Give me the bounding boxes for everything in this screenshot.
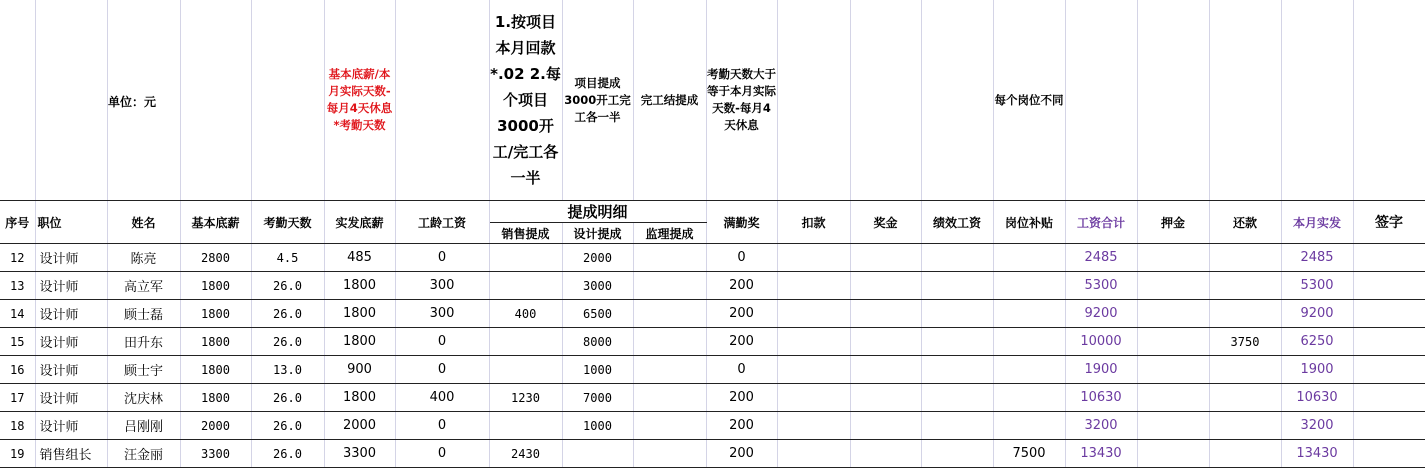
cell-total[interactable]: 3200 — [1065, 412, 1137, 440]
cell-bonus[interactable] — [850, 440, 921, 468]
cell-seniority[interactable]: 0 — [395, 440, 489, 468]
cell-deduction[interactable] — [777, 244, 850, 272]
cell-seniority[interactable]: 0 — [395, 328, 489, 356]
cell-performance[interactable] — [921, 244, 993, 272]
cell-design-commission[interactable]: 3000 — [562, 272, 633, 300]
cell-base[interactable]: 1800 — [180, 356, 251, 384]
cell-name[interactable]: 顾士宇 — [107, 356, 180, 384]
cell-total[interactable]: 2485 — [1065, 244, 1137, 272]
cell-deposit[interactable] — [1137, 272, 1209, 300]
cell-position[interactable]: 设计师 — [35, 384, 107, 412]
cell-total[interactable]: 9200 — [1065, 300, 1137, 328]
cell-seniority[interactable]: 0 — [395, 412, 489, 440]
header-seq: 序号 — [0, 201, 35, 244]
cell-net-pay[interactable]: 6250 — [1281, 328, 1353, 356]
cell-net-pay[interactable]: 5300 — [1281, 272, 1353, 300]
table-row — [0, 384, 1425, 412]
cell-repayment[interactable] — [1209, 272, 1281, 300]
notes-row — [0, 0, 1425, 201]
commission-note: 1.按项目本月回款*.02 2.每个项目3000开工/完工各一半 — [489, 0, 562, 201]
header-total: 工资合计 — [1065, 201, 1137, 244]
cell-sales-commission[interactable] — [489, 356, 562, 384]
header-days: 考勤天数 — [251, 201, 324, 244]
cell-bonus[interactable] — [850, 244, 921, 272]
cell-repayment[interactable] — [1209, 244, 1281, 272]
cell-full-attendance[interactable]: 0 — [706, 244, 777, 272]
cell-sales-commission[interactable]: 2430 — [489, 440, 562, 468]
cell-performance[interactable] — [921, 300, 993, 328]
cell-base[interactable]: 3300 — [180, 440, 251, 468]
cell-full-attendance[interactable]: 200 — [706, 300, 777, 328]
cell-post-allowance[interactable] — [993, 412, 1065, 440]
cell-supervise-commission[interactable] — [633, 300, 706, 328]
cell-supervise-commission[interactable] — [633, 440, 706, 468]
cell-supervise-commission[interactable] — [633, 272, 706, 300]
cell-design-commission[interactable]: 1000 — [562, 412, 633, 440]
cell-full-attendance[interactable]: 200 — [706, 384, 777, 412]
cell-post-allowance[interactable] — [993, 328, 1065, 356]
cell-deduction[interactable] — [777, 412, 850, 440]
table-row — [0, 356, 1425, 384]
cell-design-commission[interactable]: 7000 — [562, 384, 633, 412]
header-bonus: 奖金 — [850, 201, 921, 244]
cell-post-allowance[interactable] — [993, 384, 1065, 412]
cell-design-commission[interactable]: 2000 — [562, 244, 633, 272]
cell-actual-base[interactable]: 1800 — [324, 272, 395, 300]
cell-performance[interactable] — [921, 384, 993, 412]
cell-seq[interactable]: 16 — [0, 356, 35, 384]
cell-net-pay[interactable]: 2485 — [1281, 244, 1353, 272]
cell-name[interactable]: 陈亮 — [107, 244, 180, 272]
cell-design-commission[interactable] — [562, 440, 633, 468]
cell-signature[interactable] — [1353, 244, 1425, 272]
cell-seq[interactable]: 12 — [0, 244, 35, 272]
cell-days[interactable]: 4.5 — [251, 244, 324, 272]
cell-performance[interactable] — [921, 412, 993, 440]
cell-base[interactable]: 1800 — [180, 384, 251, 412]
cell-position[interactable]: 设计师 — [35, 412, 107, 440]
cell-supervise-commission[interactable] — [633, 412, 706, 440]
cell-days[interactable]: 26.0 — [251, 300, 324, 328]
cell-design-commission[interactable]: 8000 — [562, 328, 633, 356]
cell-name[interactable]: 汪金丽 — [107, 440, 180, 468]
header-seniority: 工龄工资 — [395, 201, 489, 244]
unit-label: 单位：元 — [108, 95, 157, 109]
cell-sales-commission[interactable] — [489, 328, 562, 356]
cell-name[interactable]: 田升东 — [107, 328, 180, 356]
table-row — [0, 244, 1425, 272]
cell-seniority[interactable]: 300 — [395, 272, 489, 300]
cell-days[interactable]: 26.0 — [251, 412, 324, 440]
cell-position[interactable]: 设计师 — [35, 356, 107, 384]
header-performance: 绩效工资 — [921, 201, 993, 244]
cell-seniority[interactable]: 0 — [395, 244, 489, 272]
cell-repayment[interactable] — [1209, 440, 1281, 468]
cell-repayment[interactable] — [1209, 356, 1281, 384]
cell-performance[interactable] — [921, 272, 993, 300]
cell-bonus[interactable] — [850, 356, 921, 384]
cell-base[interactable]: 1800 — [180, 272, 251, 300]
cell-repayment[interactable] — [1209, 384, 1281, 412]
cell-sales-commission[interactable] — [489, 272, 562, 300]
cell-seq[interactable]: 15 — [0, 328, 35, 356]
cell-seniority[interactable]: 300 — [395, 300, 489, 328]
header-repayment: 还款 — [1209, 201, 1281, 244]
cell-bonus[interactable] — [850, 328, 921, 356]
cell-repayment[interactable]: 3750 — [1209, 328, 1281, 356]
cell-post-allowance[interactable] — [993, 300, 1065, 328]
header-name: 姓名 — [107, 201, 180, 244]
cell-supervise-commission[interactable] — [633, 356, 706, 384]
cell-design-commission[interactable]: 6500 — [562, 300, 633, 328]
cell-total[interactable]: 1900 — [1065, 356, 1137, 384]
cell-net-pay[interactable]: 1900 — [1281, 356, 1353, 384]
cell-seq[interactable]: 19 — [0, 440, 35, 468]
cell-deduction[interactable] — [777, 272, 850, 300]
table-row — [0, 412, 1425, 440]
cell-sales-commission[interactable] — [489, 412, 562, 440]
cell-base[interactable]: 2000 — [180, 412, 251, 440]
cell-deduction[interactable] — [777, 440, 850, 468]
cell-performance[interactable] — [921, 440, 993, 468]
cell-name[interactable]: 吕刚刚 — [107, 412, 180, 440]
cell-days[interactable]: 26.0 — [251, 384, 324, 412]
cell-signature[interactable] — [1353, 272, 1425, 300]
cell-signature[interactable] — [1353, 384, 1425, 412]
cell-signature[interactable] — [1353, 300, 1425, 328]
cell-bonus[interactable] — [850, 272, 921, 300]
cell-days[interactable]: 26.0 — [251, 328, 324, 356]
attendance-note: 考勤天数大于等于本月实际天数-每月4天休息 — [706, 0, 777, 201]
header-supervise-commission: 监理提成 — [633, 223, 706, 244]
cell-full-attendance[interactable]: 200 — [706, 328, 777, 356]
completion-note: 完工结提成 — [633, 0, 706, 201]
cell-net-pay[interactable]: 10630 — [1281, 384, 1353, 412]
cell-actual-base[interactable]: 900 — [324, 356, 395, 384]
cell-bonus[interactable] — [850, 384, 921, 412]
cell-name[interactable]: 沈庆林 — [107, 384, 180, 412]
cell-full-attendance[interactable]: 200 — [706, 412, 777, 440]
cell-repayment[interactable] — [1209, 300, 1281, 328]
cell-seq[interactable]: 14 — [0, 300, 35, 328]
cell-seniority[interactable]: 0 — [395, 356, 489, 384]
cell-base[interactable]: 1800 — [180, 328, 251, 356]
cell-full-attendance[interactable]: 0 — [706, 356, 777, 384]
cell-deduction[interactable] — [777, 384, 850, 412]
header-net-pay: 本月实发 — [1281, 201, 1353, 244]
cell-total[interactable]: 5300 — [1065, 272, 1137, 300]
cell-performance[interactable] — [921, 356, 993, 384]
header-full-attendance: 满勤奖 — [706, 201, 777, 244]
cell-deduction[interactable] — [777, 300, 850, 328]
cell-actual-base[interactable]: 3300 — [324, 440, 395, 468]
cell-deposit[interactable] — [1137, 384, 1209, 412]
cell-net-pay[interactable]: 9200 — [1281, 300, 1353, 328]
header-sales-commission: 销售提成 — [489, 223, 562, 244]
cell-days[interactable]: 26.0 — [251, 272, 324, 300]
table-row — [0, 328, 1425, 356]
cell-full-attendance[interactable]: 200 — [706, 440, 777, 468]
header-post-allowance: 岗位补贴 — [993, 201, 1065, 244]
header-signature: 签字 — [1353, 201, 1425, 244]
cell-supervise-commission[interactable] — [633, 384, 706, 412]
header-actual-base: 实发底薪 — [324, 201, 395, 244]
cell-post-allowance[interactable] — [993, 356, 1065, 384]
cell-full-attendance[interactable]: 200 — [706, 272, 777, 300]
cell-bonus[interactable] — [850, 300, 921, 328]
cell-total[interactable]: 10630 — [1065, 384, 1137, 412]
cell-sales-commission[interactable]: 1230 — [489, 384, 562, 412]
cell-actual-base[interactable]: 2000 — [324, 412, 395, 440]
cell-bonus[interactable] — [850, 412, 921, 440]
cell-deduction[interactable] — [777, 328, 850, 356]
cell-design-commission[interactable]: 1000 — [562, 356, 633, 384]
cell-deposit[interactable] — [1137, 356, 1209, 384]
cell-net-pay[interactable]: 3200 — [1281, 412, 1353, 440]
header-commission-group: 提成明细 — [489, 201, 706, 223]
header-design-commission: 设计提成 — [562, 223, 633, 244]
cell-post-allowance[interactable] — [993, 272, 1065, 300]
cell-total[interactable]: 10000 — [1065, 328, 1137, 356]
cell-total[interactable]: 13430 — [1065, 440, 1137, 468]
cell-base[interactable]: 2800 — [180, 244, 251, 272]
cell-name[interactable]: 顾士磊 — [107, 300, 180, 328]
cell-sales-commission[interactable] — [489, 244, 562, 272]
cell-position[interactable]: 销售组长 — [35, 440, 107, 468]
cell-post-allowance[interactable]: 7500 — [993, 440, 1065, 468]
cell-seniority[interactable]: 400 — [395, 384, 489, 412]
header-deposit: 押金 — [1137, 201, 1209, 244]
cell-performance[interactable] — [921, 328, 993, 356]
cell-actual-base[interactable]: 485 — [324, 244, 395, 272]
cell-deposit[interactable] — [1137, 440, 1209, 468]
cell-repayment[interactable] — [1209, 412, 1281, 440]
header-deduction: 扣款 — [777, 201, 850, 244]
cell-base[interactable]: 1800 — [180, 300, 251, 328]
cell-days[interactable]: 13.0 — [251, 356, 324, 384]
header-position: 职位 — [35, 201, 107, 244]
table-row — [0, 300, 1425, 328]
cell-position[interactable]: 设计师 — [35, 272, 107, 300]
cell-seq[interactable]: 18 — [0, 412, 35, 440]
cell-position[interactable]: 设计师 — [35, 300, 107, 328]
table-row — [0, 272, 1425, 300]
cell-days[interactable]: 26.0 — [251, 440, 324, 468]
cell-position[interactable]: 设计师 — [35, 244, 107, 272]
cell-deposit[interactable] — [1137, 412, 1209, 440]
header-row-1 — [0, 201, 1425, 223]
cell-seq[interactable]: 13 — [0, 272, 35, 300]
cell-supervise-commission[interactable] — [633, 328, 706, 356]
cell-signature[interactable] — [1353, 356, 1425, 384]
post-note: 每个岗位不同 — [993, 0, 1065, 201]
base-salary-note: 基本底薪/本月实际天数-每月4天休息*考勤天数 — [324, 0, 395, 201]
cell-deduction[interactable] — [777, 356, 850, 384]
header-base: 基本底薪 — [180, 201, 251, 244]
project-commission-note: 项目提成3000开工完工各一半 — [562, 0, 633, 201]
cell-deposit[interactable] — [1137, 244, 1209, 272]
cell-post-allowance[interactable] — [993, 244, 1065, 272]
cell-actual-base[interactable]: 1800 — [324, 300, 395, 328]
cell-actual-base[interactable]: 1800 — [324, 384, 395, 412]
cell-seq[interactable]: 17 — [0, 384, 35, 412]
cell-name[interactable]: 高立军 — [107, 272, 180, 300]
cell-sales-commission[interactable]: 400 — [489, 300, 562, 328]
cell-actual-base[interactable]: 1800 — [324, 328, 395, 356]
cell-deposit[interactable] — [1137, 328, 1209, 356]
cell-signature[interactable] — [1353, 440, 1425, 468]
cell-signature[interactable] — [1353, 412, 1425, 440]
cell-signature[interactable] — [1353, 328, 1425, 356]
table-row — [0, 440, 1425, 468]
cell-deposit[interactable] — [1137, 300, 1209, 328]
cell-supervise-commission[interactable] — [633, 244, 706, 272]
cell-net-pay[interactable]: 13430 — [1281, 440, 1353, 468]
payroll-rows — [0, 244, 1425, 468]
cell-position[interactable]: 设计师 — [35, 328, 107, 356]
